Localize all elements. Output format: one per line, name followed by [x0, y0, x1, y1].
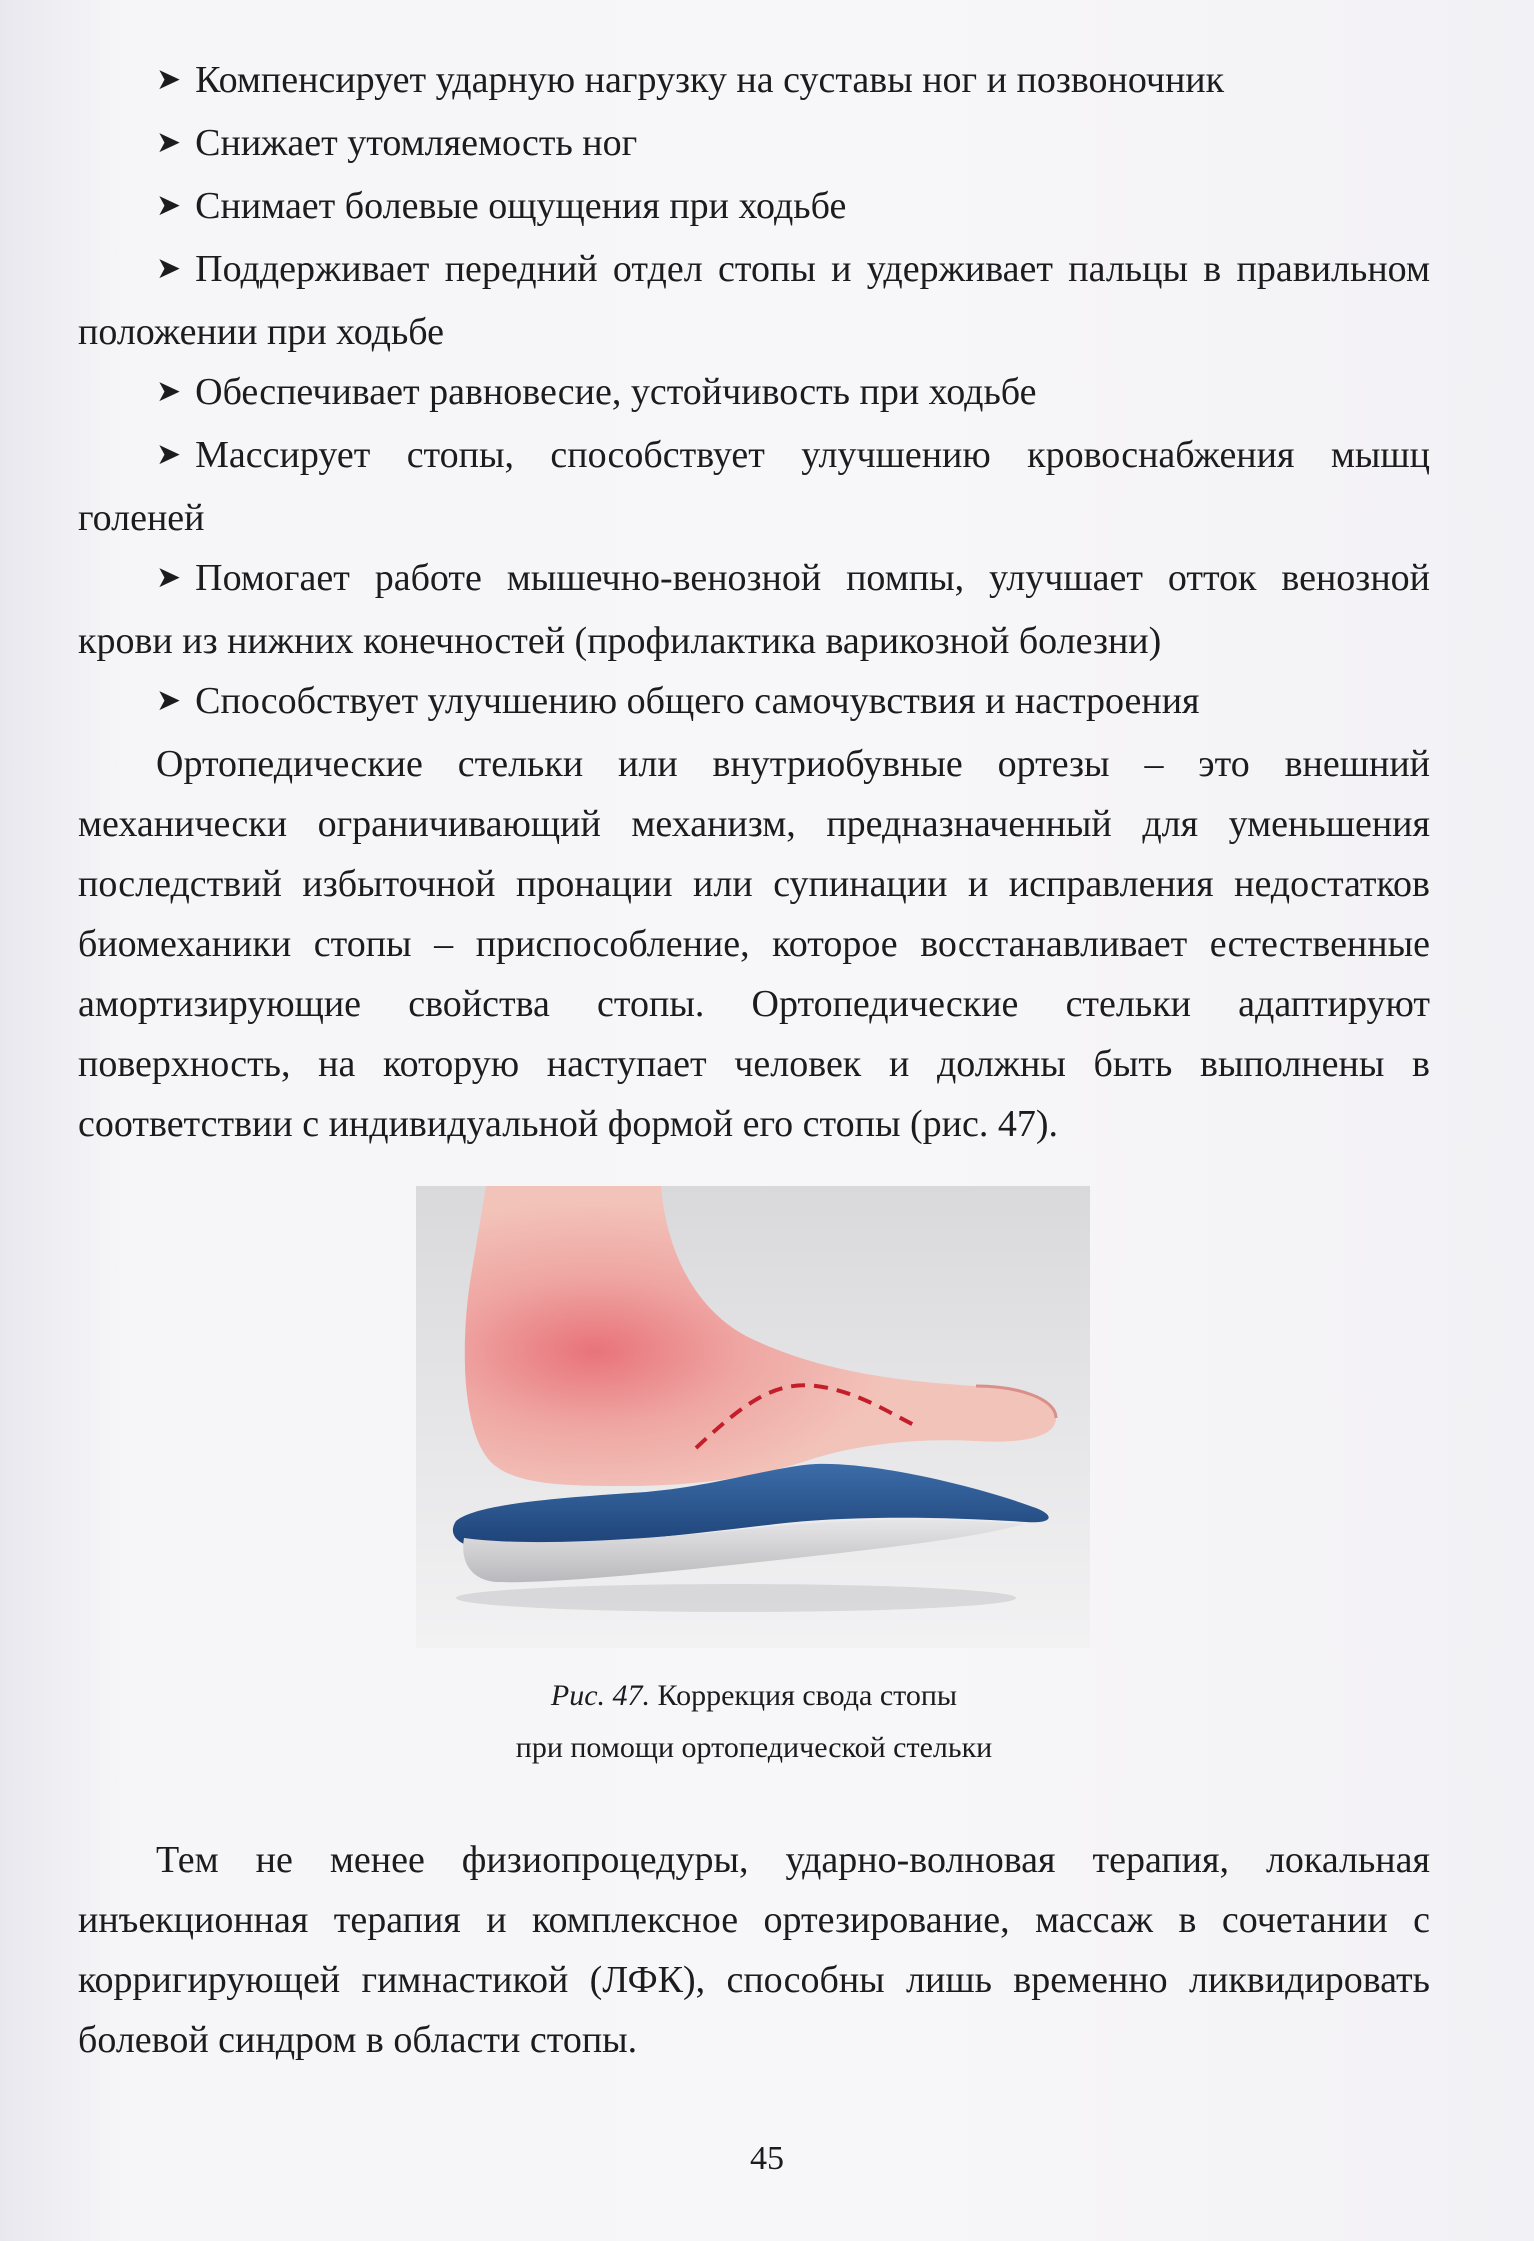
list-item: ➤ Поддерживает передний отдел стопы и удерживает пальцы в правильном положении при ходьбе — [78, 248, 1430, 353]
figure-47 — [78, 1186, 1430, 1774]
arrow-bullet-icon: ➤ — [156, 63, 182, 96]
list-item: ➤ Компенсирует ударную нагрузку на суставы ног и позвоночник — [156, 59, 1225, 101]
list-item: ➤ Массирует стопы, способствует улучшению кровоснабжения мышц голеней — [78, 434, 1430, 539]
arrow-bullet-icon: ➤ — [156, 252, 182, 285]
arrow-bullet-icon: ➤ — [156, 684, 182, 717]
list-item: ➤ Способствует улучшению общего самочувствия и настроения — [156, 680, 1200, 722]
arrow-bullet-icon: ➤ — [156, 375, 182, 408]
caption-line-2: при помощи ортопедической стельки — [515, 1731, 993, 1764]
arrow-bullet-icon: ➤ — [156, 189, 182, 222]
list-item: ➤ Обеспечивает равновесие, устойчивость при ходьбе — [156, 371, 1037, 413]
foot-insole-photo — [416, 1186, 1090, 1648]
figure-label: Рис. 47. — [550, 1679, 651, 1712]
arrow-bullet-icon: ➤ — [156, 126, 182, 159]
arrow-bullet-icon: ➤ — [156, 561, 182, 594]
body-paragraph-insoles: Ортопедические стельки или внутриобувные ортезы – это внешний механически ограничивающий механизм, предназначенный для уменьшения последствий избыточной пронации или супинации и исправления недостатков биомеханики стопы – приспособление, которое восстанавливает естественные амортизирующие свойства стопы. Ортопедические стельки адаптируют поверхность, на которую наступает человек и должны быть выполнены в соответствии с индивидуальной формой его стопы (рис. 47). — [78, 743, 1430, 1145]
caption-line-1: Коррекция свода стопы — [657, 1679, 958, 1712]
list-item: ➤ Помогает работе мышечно-венозной помпы, улучшает отток венозной крови из нижних конечностей (профилактика варикозной болезни) — [78, 557, 1430, 662]
page-content — [78, 50, 1430, 2070]
list-item: ➤ Снимает болевые ощущения при ходьбе — [156, 185, 847, 227]
body-paragraph-therapy: Тем не менее физиопроцедуры, ударно-волновая терапия, локальная инъекционная терапия и комплексное ортезирование, массаж в сочетании с корригирующей гимнастикой (ЛФК), способны лишь временно ликвидировать болевой синдром в области стопы. — [78, 1839, 1430, 2061]
figure-caption — [78, 1670, 1430, 1774]
list-item: ➤ Снижает утомляемость ног — [156, 122, 638, 164]
benefit-list — [78, 50, 1430, 734]
arrow-bullet-icon: ➤ — [156, 438, 182, 471]
page-number: 45 — [750, 2140, 784, 2177]
